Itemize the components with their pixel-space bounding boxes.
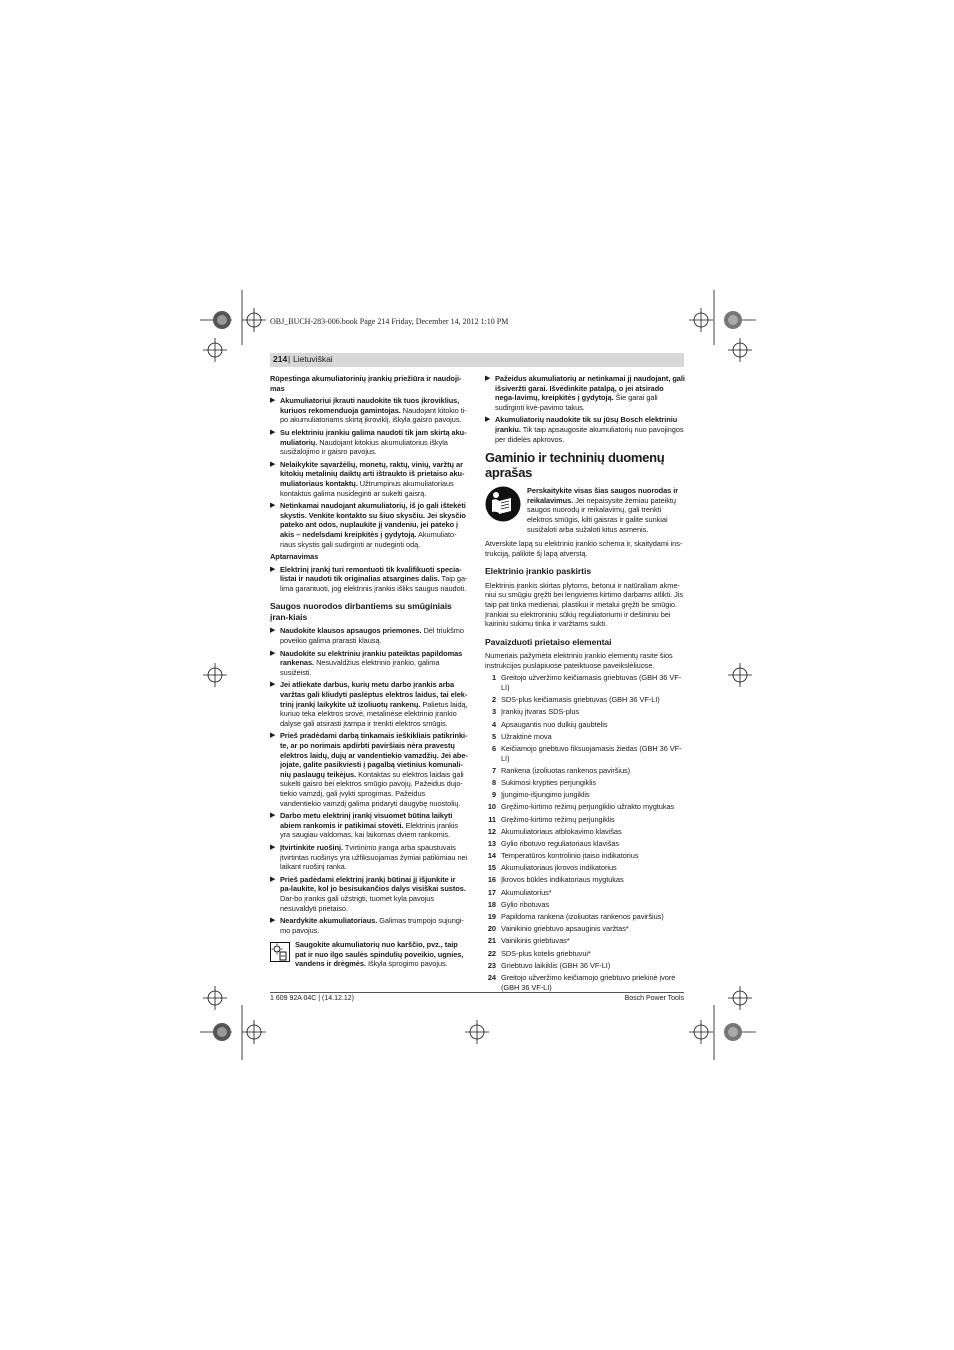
component-item xyxy=(485,973,685,992)
bullet-text: Užtrumpinus akumuliatoriaus kontaktus galima nusideginti ar sukelti gaisrą. xyxy=(280,478,454,498)
component-label: Apsaugantis nuo dulkių gaubtelis xyxy=(501,719,608,729)
bullet-bold-text: Naudokite su elektriniu įrankiu pateiktas papildomas rankenas. xyxy=(280,648,463,668)
footer-brand: Bosch Power Tools xyxy=(624,995,684,1002)
component-number: 14 xyxy=(487,851,496,861)
bullet-arrow-icon: ▶ xyxy=(270,843,276,851)
bullet-arrow-icon: ▶ xyxy=(270,428,276,436)
component-item xyxy=(485,707,685,717)
bullet-text: Šie garai gali sudirginti kvė-pavimo takus. xyxy=(495,393,658,412)
component-number: 13 xyxy=(487,838,496,848)
bullet-arrow-icon: ▶ xyxy=(270,502,276,510)
page-number: 214 xyxy=(273,354,288,364)
components-title: Pavaizduoti prietaiso elementai xyxy=(485,636,612,647)
bullet-item xyxy=(270,649,468,678)
component-number: 12 xyxy=(487,826,496,836)
component-number: 9 xyxy=(491,790,496,800)
bullet-bold-text: Naudokite klausos apsaugos priemones. xyxy=(280,626,422,636)
bullet-item xyxy=(270,843,468,872)
bullet-bold-text: Nelaikykite sąvaržėlių, monetų, raktų, vinių, varžtų ar kitokių metalinių daiktų arti ištraukto iš prietaiso aku-muliatoriaus kontaktų. xyxy=(280,459,465,488)
component-item xyxy=(485,888,685,898)
component-number: 2 xyxy=(491,695,496,705)
bullet-item xyxy=(270,875,468,913)
read-instructions-warning xyxy=(485,486,685,534)
component-number: 22 xyxy=(487,948,496,958)
component-number: 11 xyxy=(488,814,496,824)
component-item xyxy=(485,875,685,885)
bullet-text: Dėl triukšmo poveikio galima prarasti klausą. xyxy=(280,626,464,646)
bullet-arrow-icon: ▶ xyxy=(270,732,276,740)
bullet-bold-text: Pažeidus akumuliatorių ar netinkamai jį naudojant, gali išsiveržti garai. Išvėdinkite patalpą, o jei atsirado nega-lavimų, kreipkitės į gydytoją. xyxy=(495,374,685,403)
component-item xyxy=(485,744,685,763)
component-label: Akumuliatorius* xyxy=(501,887,552,897)
usage-text: Elektrinis įrankis skirtas plytoms, betonui ir natūraliam akme-niui su smūgiu gręžti bei lengviems kirtimo darbams atlikti. Jis taip pat tinka medienai, plastikui ir metalui gręžti be smūgio. Įrankiai su elektroniniu sūkių reguliatoriumi ir dešininiu bei kairiniu sukimu tinka ir varžtams sukti. xyxy=(485,580,684,629)
bullet-item xyxy=(270,731,468,808)
component-label: Greitojo užveržimo keičiamasis griebtuvas (GBH 36 VF-LI) xyxy=(501,673,682,693)
bullet-bold-text: Akumuliatorių naudokite tik su jūsų Bosch elektriniu įrankiu. xyxy=(495,415,678,434)
component-item xyxy=(485,924,685,934)
component-label: Gylio ribotuvas xyxy=(501,899,550,909)
component-number: 19 xyxy=(487,912,496,922)
read-warning-text: Jei nepaisysite žemiau pateiktų saugos nuorodų ir reikalavimų, gali trenkti elektros smūgis, kilti gaisras ir galite sunkiai susižaloti arba sužaloti kitus asmenis. xyxy=(527,495,676,534)
left-column xyxy=(270,374,468,969)
bullet-text: Tvirtinimo įranga arba spaustuvais įtvirtintas ruošinys yra užfiksuojamas žymiai patikimiau nei laikant ruošinį ranka. xyxy=(280,842,468,872)
bullet-bold-text: Prieš padėdami elektrinį įrankį būtinai jį išjunkite ir pa-laukite, kol jo besisukančios dalys visiškai sustos. xyxy=(280,874,466,894)
component-number: 23 xyxy=(487,960,496,970)
bullet-bold-text: Akumuliatoriui įkrauti naudokite tik tuos įkroviklius, kuriuos rekomenduoja gamintojas. xyxy=(280,396,460,415)
bullet-arrow-icon: ▶ xyxy=(270,460,276,468)
hammer-safety-list xyxy=(270,626,468,935)
component-label: Greitojo užveržimo keičiamojo griebtuvo priekinė įvorė (GBH 36 VF-LI) xyxy=(501,972,676,992)
bullet-item xyxy=(270,460,468,498)
bullet-item xyxy=(270,501,468,549)
battery-care-title: Rūpestinga akumuliatorinių įrankių priežiūra ir naudoji-mas xyxy=(270,374,462,393)
service-title: Aptarnavimas xyxy=(270,552,319,562)
component-label: Gylio ribotuvo reguliatoriaus klavišas xyxy=(501,838,620,848)
bullet-item xyxy=(270,565,468,594)
bullet-bold-text: Netinkamai naudojant akumuliatorių, iš jo gali ištekėti skystis. Venkite kontakto su šiuo skysčiu. Jei skysčio pateko ant odos, nuplaukite jį vandeniu, jei pateko į akis – nedelsdami kreipkitės į gydytoją. xyxy=(280,501,466,539)
component-item xyxy=(485,936,685,946)
bullet-text: Dar-bo įrankis gali užstrigti, tuomet kyla pavojus nesuvaldyti prietaiso. xyxy=(280,893,434,913)
component-item xyxy=(485,673,685,692)
component-number: 16 xyxy=(487,875,496,885)
bullet-arrow-icon: ▶ xyxy=(485,416,491,424)
bullet-arrow-icon: ▶ xyxy=(270,627,276,635)
bullet-item xyxy=(270,626,468,645)
component-item xyxy=(485,790,685,800)
component-item xyxy=(485,912,685,922)
battery-care-list xyxy=(270,396,468,549)
component-label: Gręžimo-kirtimo režimų perjungiklis xyxy=(501,814,615,824)
read-manual-icon xyxy=(485,486,521,522)
component-number: 8 xyxy=(491,777,496,787)
component-item xyxy=(485,766,685,776)
component-number: 6 xyxy=(491,744,496,753)
component-number: 10 xyxy=(487,802,496,812)
hammer-safety-title: Saugos nuorodos dirbantiems su smūginiais įran-kiais xyxy=(270,601,452,622)
bullet-item xyxy=(270,916,468,935)
bullet-arrow-icon: ▶ xyxy=(270,917,276,925)
bullet-text: Palietus laidą, kuriuo teka elektros srovė, metalinėse elektrinio įrankio dalyse gali atsirasti įtampa ir trenkti elektros smūgis. xyxy=(280,699,468,728)
component-label: Įrankių įtvaras SDS-plus xyxy=(501,707,580,717)
component-number: 1 xyxy=(491,673,496,683)
bullet-item xyxy=(485,374,685,412)
component-item xyxy=(485,732,685,742)
component-label: Akumuliatoriaus atblokavimo klavišas xyxy=(501,826,622,836)
component-item xyxy=(485,720,685,730)
component-item xyxy=(485,961,685,971)
component-item xyxy=(485,839,685,849)
component-item xyxy=(485,863,685,873)
component-label: Akumuliatoriaus įkrovos indikatorius xyxy=(501,863,617,873)
component-label: Įjungimo-išjungimo jungiklis xyxy=(501,790,590,800)
bullet-text: Galimas trumpojo sujungi-mo pavojus. xyxy=(280,916,464,935)
component-number: 20 xyxy=(487,924,496,934)
component-number: 15 xyxy=(487,863,496,873)
component-item xyxy=(485,900,685,910)
component-item xyxy=(485,802,685,812)
component-number: 17 xyxy=(487,887,496,897)
component-number: 21 xyxy=(487,936,496,946)
component-number: 24 xyxy=(487,972,496,982)
header-language: Lietuviškai xyxy=(293,354,333,364)
component-label: Sukimosi krypties perjungiklis xyxy=(501,777,597,787)
section-title: Gaminio ir techninių duomenų aprašas xyxy=(485,450,665,481)
component-label: SDS-plus kotelis griebtuvui* xyxy=(501,948,591,958)
bullet-bold-text: Su elektriniu įrankiu galima naudoti tik jam skirtą aku-muliatorių. xyxy=(280,427,467,447)
component-number: 4 xyxy=(491,719,496,729)
bullet-item xyxy=(270,428,468,457)
bullet-bold-text: Prieš pradėdami darbą tinkamais ieškikliais patikrinki-te, ar po norimais apdirbti paviršiais nėra pravestų elektros laidų, dujų ar vandentiekio vamzdžių. Jei abe-jojate, galite pasikviesti į pagalbą vietinius komunali-nių paslaugų teikėjus. xyxy=(280,731,468,779)
bullet-bold-text: Neardykite akumuliatoriaus. xyxy=(280,916,378,926)
bullet-arrow-icon: ▶ xyxy=(270,649,276,657)
component-item xyxy=(485,778,685,788)
bullet-text: Nesuvaldžius elektrinio įrankio, galima susižeisti. xyxy=(280,658,440,677)
bullet-text: Elektrinis įrankis yra saugiau valdomas, kai laikomas dviem rankomis. xyxy=(280,820,458,840)
bullet-arrow-icon: ▶ xyxy=(270,565,276,573)
component-label: Papildoma rankena (izoliuotas rankenos paviršius) xyxy=(501,912,664,922)
battery-safety-list xyxy=(485,374,685,444)
component-label: Užraktinė mova xyxy=(501,731,552,741)
component-label: Rankena (izoliuotas rankenos paviršius) xyxy=(501,765,631,775)
bullet-text: Naudojant kitokio ti-po akumuliatoriams skirtą įkroviklį, iškyla gaisro pavojus. xyxy=(280,405,467,425)
bullet-arrow-icon: ▶ xyxy=(270,397,276,405)
bullet-item xyxy=(270,811,468,840)
bullet-bold-text: Įtvirtinkite ruošinį. xyxy=(280,842,344,852)
bullet-bold-text: Darbo metu elektrinį įrankį visuomet būtina laikyti abiem rankomis ir patikimai stovėti. xyxy=(280,811,453,830)
component-label: Vainikinio griebtuvo apsauginis varžtas* xyxy=(501,924,629,934)
footer-divider xyxy=(270,992,684,993)
component-item xyxy=(485,851,685,861)
bullet-text: Naudojant kitokius akumuliatorius iškyla susižalojimo ir gaisro pavojus. xyxy=(280,437,448,457)
read-warning-bold: Perskaitykite visas šias saugos nuorodas ir reikalavimus. xyxy=(527,486,679,505)
component-label: Įkrovos būklės indikatoriaus mygtukas xyxy=(501,875,624,885)
fold-out-note: Atverskite lapą su elektrinio įrankio schema ir, skaitydami ins-trukciją, palikite šį lapą atverstą. xyxy=(485,539,683,558)
sun-heat-icon xyxy=(270,942,290,962)
usage-title: Elektrinio įrankio paskirtis xyxy=(485,566,592,577)
component-item xyxy=(485,827,685,837)
page-header xyxy=(270,353,684,367)
component-number: 5 xyxy=(491,731,496,741)
components-list xyxy=(485,673,685,992)
bullet-text: Tik taip apsaugosite akumuliatorių nuo pavojingos per didelės apkrovos. xyxy=(495,424,684,444)
component-label: Gręžimo-kirtimo režimų perjungiklio užrakto mygtukas xyxy=(501,802,675,812)
bullet-arrow-icon: ▶ xyxy=(270,812,276,820)
heat-warning xyxy=(270,940,468,969)
component-label: Keičiamojo griebtuvo fiksuojamasis žiedas (GBH 36 VF-LI) xyxy=(501,744,682,763)
component-label: Vainikinis griebtuvas* xyxy=(501,936,570,946)
component-number: 3 xyxy=(491,707,496,717)
bullet-text: Kontaktas su elektros laidais gali sukelti gaisro bei elektros smūgio pavojų. Pažeidus dujo-tiekio vamzdį, gali įvykti sprogimas. Pažeidus vandentiekio vamzdį galima pridaryti daugybę nuostolių. xyxy=(280,769,464,808)
bullet-arrow-icon: ▶ xyxy=(485,375,491,382)
bullet-bold-text: Elektrinį įrankį turi remontuoti tik kvalifikuoti specia-listai ir naudoti tik originalias atsargines dalis. xyxy=(280,564,462,584)
bullet-arrow-icon: ▶ xyxy=(270,875,276,883)
component-number: 18 xyxy=(487,899,496,909)
bullet-item xyxy=(485,415,685,444)
component-item xyxy=(485,815,685,825)
heat-warning-bold: Saugokite akumuliatorių nuo karščio, pvz., taip pat ir nuo ilgo saulės spindulių poveikio, ugnies, vandens ir drėgmės. xyxy=(295,940,464,969)
component-item xyxy=(485,949,685,959)
heat-warning-text: Iškyla sprogimo pavojus. xyxy=(365,959,448,969)
bullet-item xyxy=(270,680,468,728)
print-header: OBJ_BUCH-283-006.book Page 214 Friday, December 14, 2012 1:10 PM xyxy=(270,317,509,326)
bullet-text: Akumuliato-riaus skystis gali sudirginti ar nudeginti odą. xyxy=(280,529,457,549)
component-label: Griebtuvo laikiklis (GBH 36 VF-LI) xyxy=(501,960,611,970)
components-intro: Numeriais pažymėta elektrinio įrankio elementų rasite šios instrukcijos puslapiuose pateiktuose paveikslėliuose. xyxy=(485,651,673,670)
component-item xyxy=(485,695,685,705)
component-label: Temperatūros kontrolinio įtaiso indikatorius xyxy=(501,851,639,861)
service-list xyxy=(270,565,468,594)
component-label: SDS-plus keičiamasis griebtuvas (GBH 36 VF-LI) xyxy=(501,695,660,705)
component-number: 7 xyxy=(491,765,496,775)
bullet-item xyxy=(270,396,468,425)
bullet-text: Taip ga-lima garantuoti, jog elektrinis įrankis išliks saugus naudoti. xyxy=(280,574,468,593)
bullet-arrow-icon: ▶ xyxy=(270,681,276,689)
bullet-bold-text: Jei atliekate darbus, kurių metu darbo įrankis arba varžtas gali kliudyti paslėptus elektros laidus, tai elek-trinį įrankį laikykite už izoliuotų rankenų. xyxy=(280,680,468,709)
right-column xyxy=(485,374,685,995)
header-separator: | xyxy=(288,354,291,364)
footer-document-code: 1 609 92A 04C | (14.12.12) xyxy=(270,995,354,1002)
